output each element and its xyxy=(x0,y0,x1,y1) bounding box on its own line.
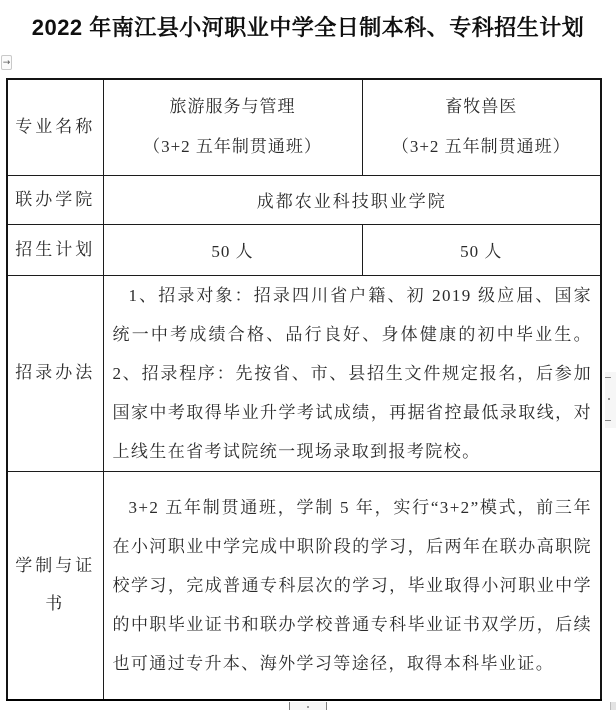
table-row xyxy=(7,175,601,224)
thumb-grip-dot xyxy=(608,398,610,400)
schooling-certificate-paragraph: 3+2 五年制贯通班，学制 5 年，实行“3+2”模式，前三年在小河职业中学完成中职阶段的学习，后两年在联办高职院校学习，完成普通专科层次的学习，毕业取得小河职业中学的中职毕业证书和联办学校普通专科毕业证书双学历，后续也可通过专升本、海外学习等途径，取得本科毕业证。 xyxy=(112,497,592,673)
cell-quota-tourism: 50 人 xyxy=(103,224,362,275)
thumb-tick xyxy=(605,377,611,378)
major-name-line: 旅游服务与管理 xyxy=(169,97,296,117)
major-class-type-line: （3+2 五年制贯通班） xyxy=(391,137,571,157)
cell-major-tourism xyxy=(103,79,362,175)
thumb-grip-dot xyxy=(307,706,309,708)
table-row xyxy=(7,224,601,275)
row-label-schooling-certificate: 学制与证书 xyxy=(7,471,103,700)
enrollment-plan-table xyxy=(6,78,602,701)
cell-schooling-certificate xyxy=(103,471,601,700)
table-row xyxy=(7,79,601,175)
horizontal-scrollbar-thumb[interactable] xyxy=(289,702,327,710)
vertical-scrollbar-thumb[interactable] xyxy=(605,372,616,428)
major-name-line: 畜牧兽医 xyxy=(445,97,518,117)
row-label-major-name: 专业名称 xyxy=(7,79,103,175)
thumb-tick xyxy=(605,420,611,421)
paragraph-anchor-marker[interactable] xyxy=(1,55,12,70)
admission-method-paragraph: 1、招录对象：招录四川省户籍、初 2019 级应届、国家统一中考成绩合格、品行良好、身体健康的初中毕业生。2、招录程序：先按省、市、县招生文件规定报名，后参加国家中考取得毕业升学考试成绩，再据省控最低录取线，对上线生在省考试院统一现场录取到报考院校。 xyxy=(112,285,592,461)
row-label-enrollment-quota: 招生计划 xyxy=(7,224,103,275)
cell-major-animal-husbandry xyxy=(362,79,601,175)
table-row xyxy=(7,471,601,700)
cell-partner-college: 成都农业科技职业学院 xyxy=(103,175,601,224)
row-label-admission-method: 招录办法 xyxy=(7,275,103,471)
corner-ui-fragment xyxy=(610,702,616,710)
cell-quota-animal-husbandry: 50 人 xyxy=(362,224,601,275)
page-title: 2022 年南江县小河职业中学全日制本科、专科招生计划 xyxy=(31,15,585,40)
table-row xyxy=(7,275,601,471)
row-label-partner-college: 联办学院 xyxy=(7,175,103,224)
cell-admission-method xyxy=(103,275,601,471)
major-class-type-line: （3+2 五年制贯通班） xyxy=(143,137,322,157)
arrow-right-icon: → xyxy=(2,57,11,68)
thumb-tick xyxy=(326,702,327,710)
thumb-tick xyxy=(289,702,290,710)
